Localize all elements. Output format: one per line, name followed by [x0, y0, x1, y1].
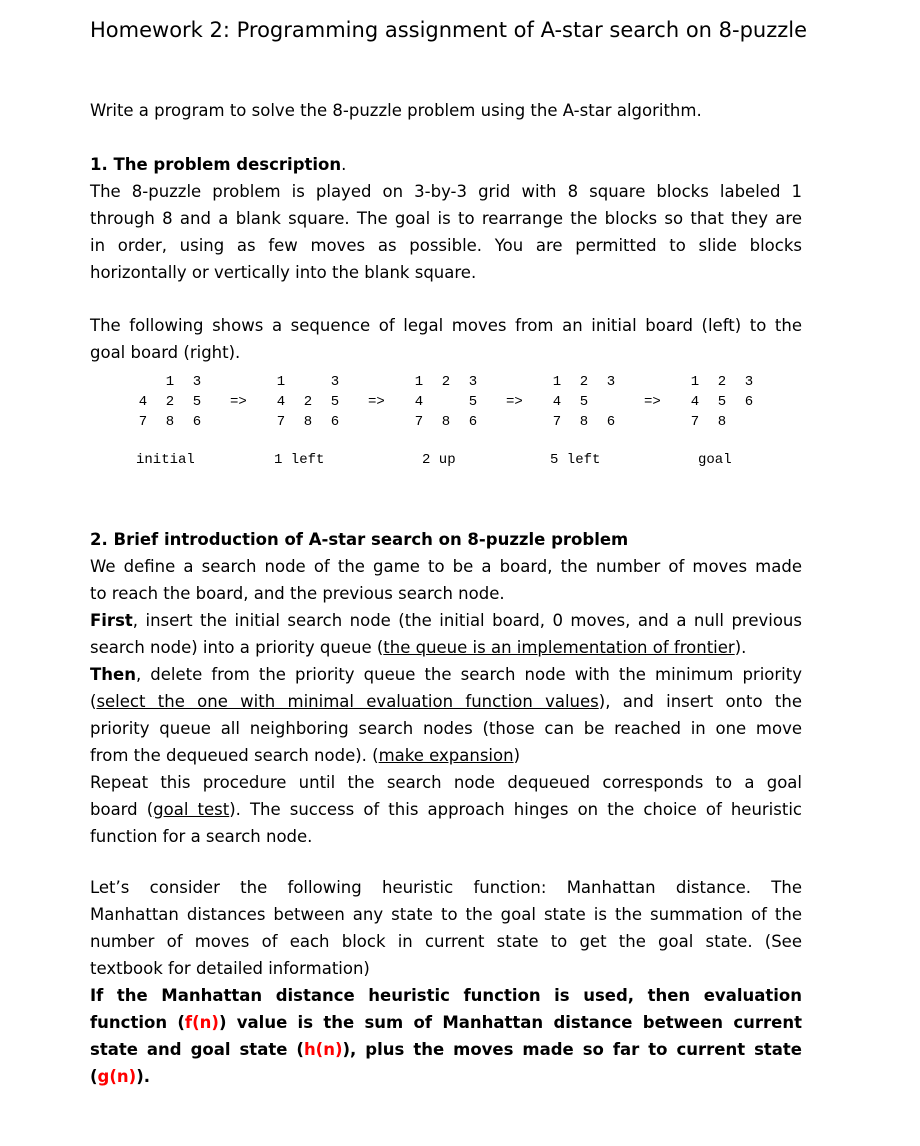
- repeat-line-1: Repeat this procedure until the search node dequeued corresponds to a goal: [90, 773, 802, 792]
- board-caption: 5 left: [550, 452, 601, 468]
- heuristic-line-4: textbook for detailed information): [90, 959, 370, 978]
- repeat-l2-post: ). The success of this approach hinges on the choice of heuristic: [229, 800, 802, 819]
- section-1-heading-line: [90, 151, 802, 178]
- frontier-underline: the queue is an implementation of frontier: [383, 638, 735, 657]
- gn-label: g(n): [97, 1067, 137, 1086]
- bold-l1: If the Manhattan distance heuristic function is used, then evaluation: [90, 986, 802, 1005]
- board-caption: initial: [136, 452, 195, 468]
- board-caption: goal: [698, 452, 732, 468]
- first-line-1: [90, 607, 802, 634]
- then-l2-pre: (: [90, 692, 97, 711]
- bold-line-2: [90, 1009, 802, 1036]
- cell: 4: [138, 394, 148, 410]
- first-bold: First: [90, 611, 133, 630]
- then-rest: , delete from the priority queue the search node with the minimum priority: [135, 665, 802, 684]
- cell: 4: [690, 394, 700, 410]
- cell: 3: [606, 374, 616, 390]
- bold-l2-post: ) value is the sum of Manhattan distance between current: [218, 1013, 802, 1032]
- cell: 5: [192, 394, 202, 410]
- cell: 8: [303, 414, 313, 430]
- then-line-3: priority queue all neighboring search nodes (those can be reached in one move: [90, 719, 802, 738]
- then-bold: Then: [90, 665, 136, 684]
- section-2: [90, 526, 802, 850]
- page-title: Homework 2: Programming assignment of A-star search on 8-puzzle: [90, 18, 808, 42]
- first-l2-pre: search node) into a priority queue (: [90, 638, 384, 657]
- board-caption: 2 up: [422, 452, 456, 468]
- then-l4-post: ): [513, 746, 520, 765]
- hn-label: h(n): [303, 1040, 343, 1059]
- cell: 3: [744, 374, 754, 390]
- cell: 7: [690, 414, 700, 430]
- goal-test-underline: goal test: [153, 800, 230, 819]
- then-l2-post: ), and insert onto the: [598, 692, 802, 711]
- follow-line-2: goal board (right).: [90, 343, 241, 362]
- cell: 2: [441, 374, 451, 390]
- problem-line-1: The 8-puzzle problem is played on 3-by-3 grid with 8 square blocks labeled 1: [90, 182, 802, 201]
- problem-line-2: through 8 and a blank square. The goal is to rearrange the blocks so that they are: [90, 209, 802, 228]
- then-line-1: [90, 661, 802, 688]
- cell: 2: [717, 374, 727, 390]
- problem-line-3: in order, using as few moves as possible. You are permitted to slide blocks: [90, 236, 802, 255]
- puzzle-figure: [136, 372, 776, 482]
- cell: 1: [414, 374, 424, 390]
- heading-punct: .: [341, 155, 347, 174]
- fn-label: f(n): [184, 1013, 219, 1032]
- heuristic-line-3: number of moves of each block in current state to get the goal state. (See: [90, 932, 802, 951]
- cell: 7: [552, 414, 562, 430]
- bold-l3-pre: state and goal state (: [90, 1040, 304, 1059]
- cell: 4: [276, 394, 286, 410]
- evaluation-underline: select the one with minimal evaluation function values: [96, 692, 599, 711]
- repeat-line-3: function for a search node.: [90, 827, 313, 846]
- first-line-2: [90, 634, 802, 661]
- heuristic-line-1: Let’s consider the following heuristic function: Manhattan distance. The: [90, 878, 802, 897]
- cell: 2: [579, 374, 589, 390]
- section-1: [90, 151, 802, 286]
- then-l4-pre: from the dequeued search node). (: [90, 746, 379, 765]
- section-2-heading-line: [90, 526, 802, 553]
- cell: 3: [192, 374, 202, 390]
- cell: 3: [468, 374, 478, 390]
- cell: 2: [303, 394, 313, 410]
- cell: 1: [690, 374, 700, 390]
- cell: 8: [165, 414, 175, 430]
- cell: 5: [330, 394, 340, 410]
- cell: 1: [552, 374, 562, 390]
- section-2-heading: 2. Brief introduction of A-star search on 8-puzzle problem: [90, 530, 629, 549]
- def-line-2: to reach the board, and the previous search node.: [90, 584, 505, 603]
- def-line-1: We define a search node of the game to be a board, the number of moves made: [90, 557, 802, 576]
- cell: 5: [468, 394, 478, 410]
- cell: 4: [414, 394, 424, 410]
- heuristic-line-2: Manhattan distances between any state to the goal state is the summation of the: [90, 905, 802, 924]
- bold-l2-pre: function (: [90, 1013, 185, 1032]
- expansion-underline: make expansion: [378, 746, 514, 765]
- first-l2-post: ).: [734, 638, 747, 657]
- bold-line-4: [90, 1063, 802, 1090]
- first-rest: , insert the initial search node (the initial board, 0 moves, and a null previous: [132, 611, 802, 630]
- cell: 3: [330, 374, 340, 390]
- cell: 6: [192, 414, 202, 430]
- bold-l4-pre: (: [90, 1067, 98, 1086]
- arrow: =>: [506, 394, 523, 410]
- cell: 7: [414, 414, 424, 430]
- cell: 8: [579, 414, 589, 430]
- follow-line-1: The following shows a sequence of legal moves from an initial board (left) to the: [90, 316, 802, 335]
- arrow: =>: [644, 394, 661, 410]
- section-1-heading: 1. The problem description: [90, 155, 342, 174]
- cell: 7: [138, 414, 148, 430]
- cell: 8: [441, 414, 451, 430]
- arrow: =>: [230, 394, 247, 410]
- cell: 6: [468, 414, 478, 430]
- section-3: [90, 874, 802, 1090]
- cell: 6: [606, 414, 616, 430]
- problem-line-4: horizontally or vertically into the blank square.: [90, 263, 477, 282]
- cell: 5: [579, 394, 589, 410]
- then-line-2: [90, 688, 802, 715]
- intro-paragraph: Write a program to solve the 8-puzzle problem using the A-star algorithm.: [90, 101, 702, 120]
- figure-intro: [90, 312, 802, 366]
- bold-line-1: [90, 982, 802, 1009]
- cell: 8: [717, 414, 727, 430]
- bold-l3-post: ), plus the moves made so far to current state: [342, 1040, 802, 1059]
- then-line-4: [90, 742, 802, 769]
- arrow: =>: [368, 394, 385, 410]
- cell: 6: [744, 394, 754, 410]
- cell: 1: [276, 374, 286, 390]
- cell: 6: [330, 414, 340, 430]
- cell: 4: [552, 394, 562, 410]
- cell: 5: [717, 394, 727, 410]
- cell: 7: [276, 414, 286, 430]
- repeat-line-2: [90, 796, 802, 823]
- repeat-l2-pre: board (: [90, 800, 154, 819]
- cell: 2: [165, 394, 175, 410]
- bold-l4-post: ).: [136, 1067, 150, 1086]
- cell: 1: [165, 374, 175, 390]
- board-caption: 1 left: [274, 452, 325, 468]
- bold-line-3: [90, 1036, 802, 1063]
